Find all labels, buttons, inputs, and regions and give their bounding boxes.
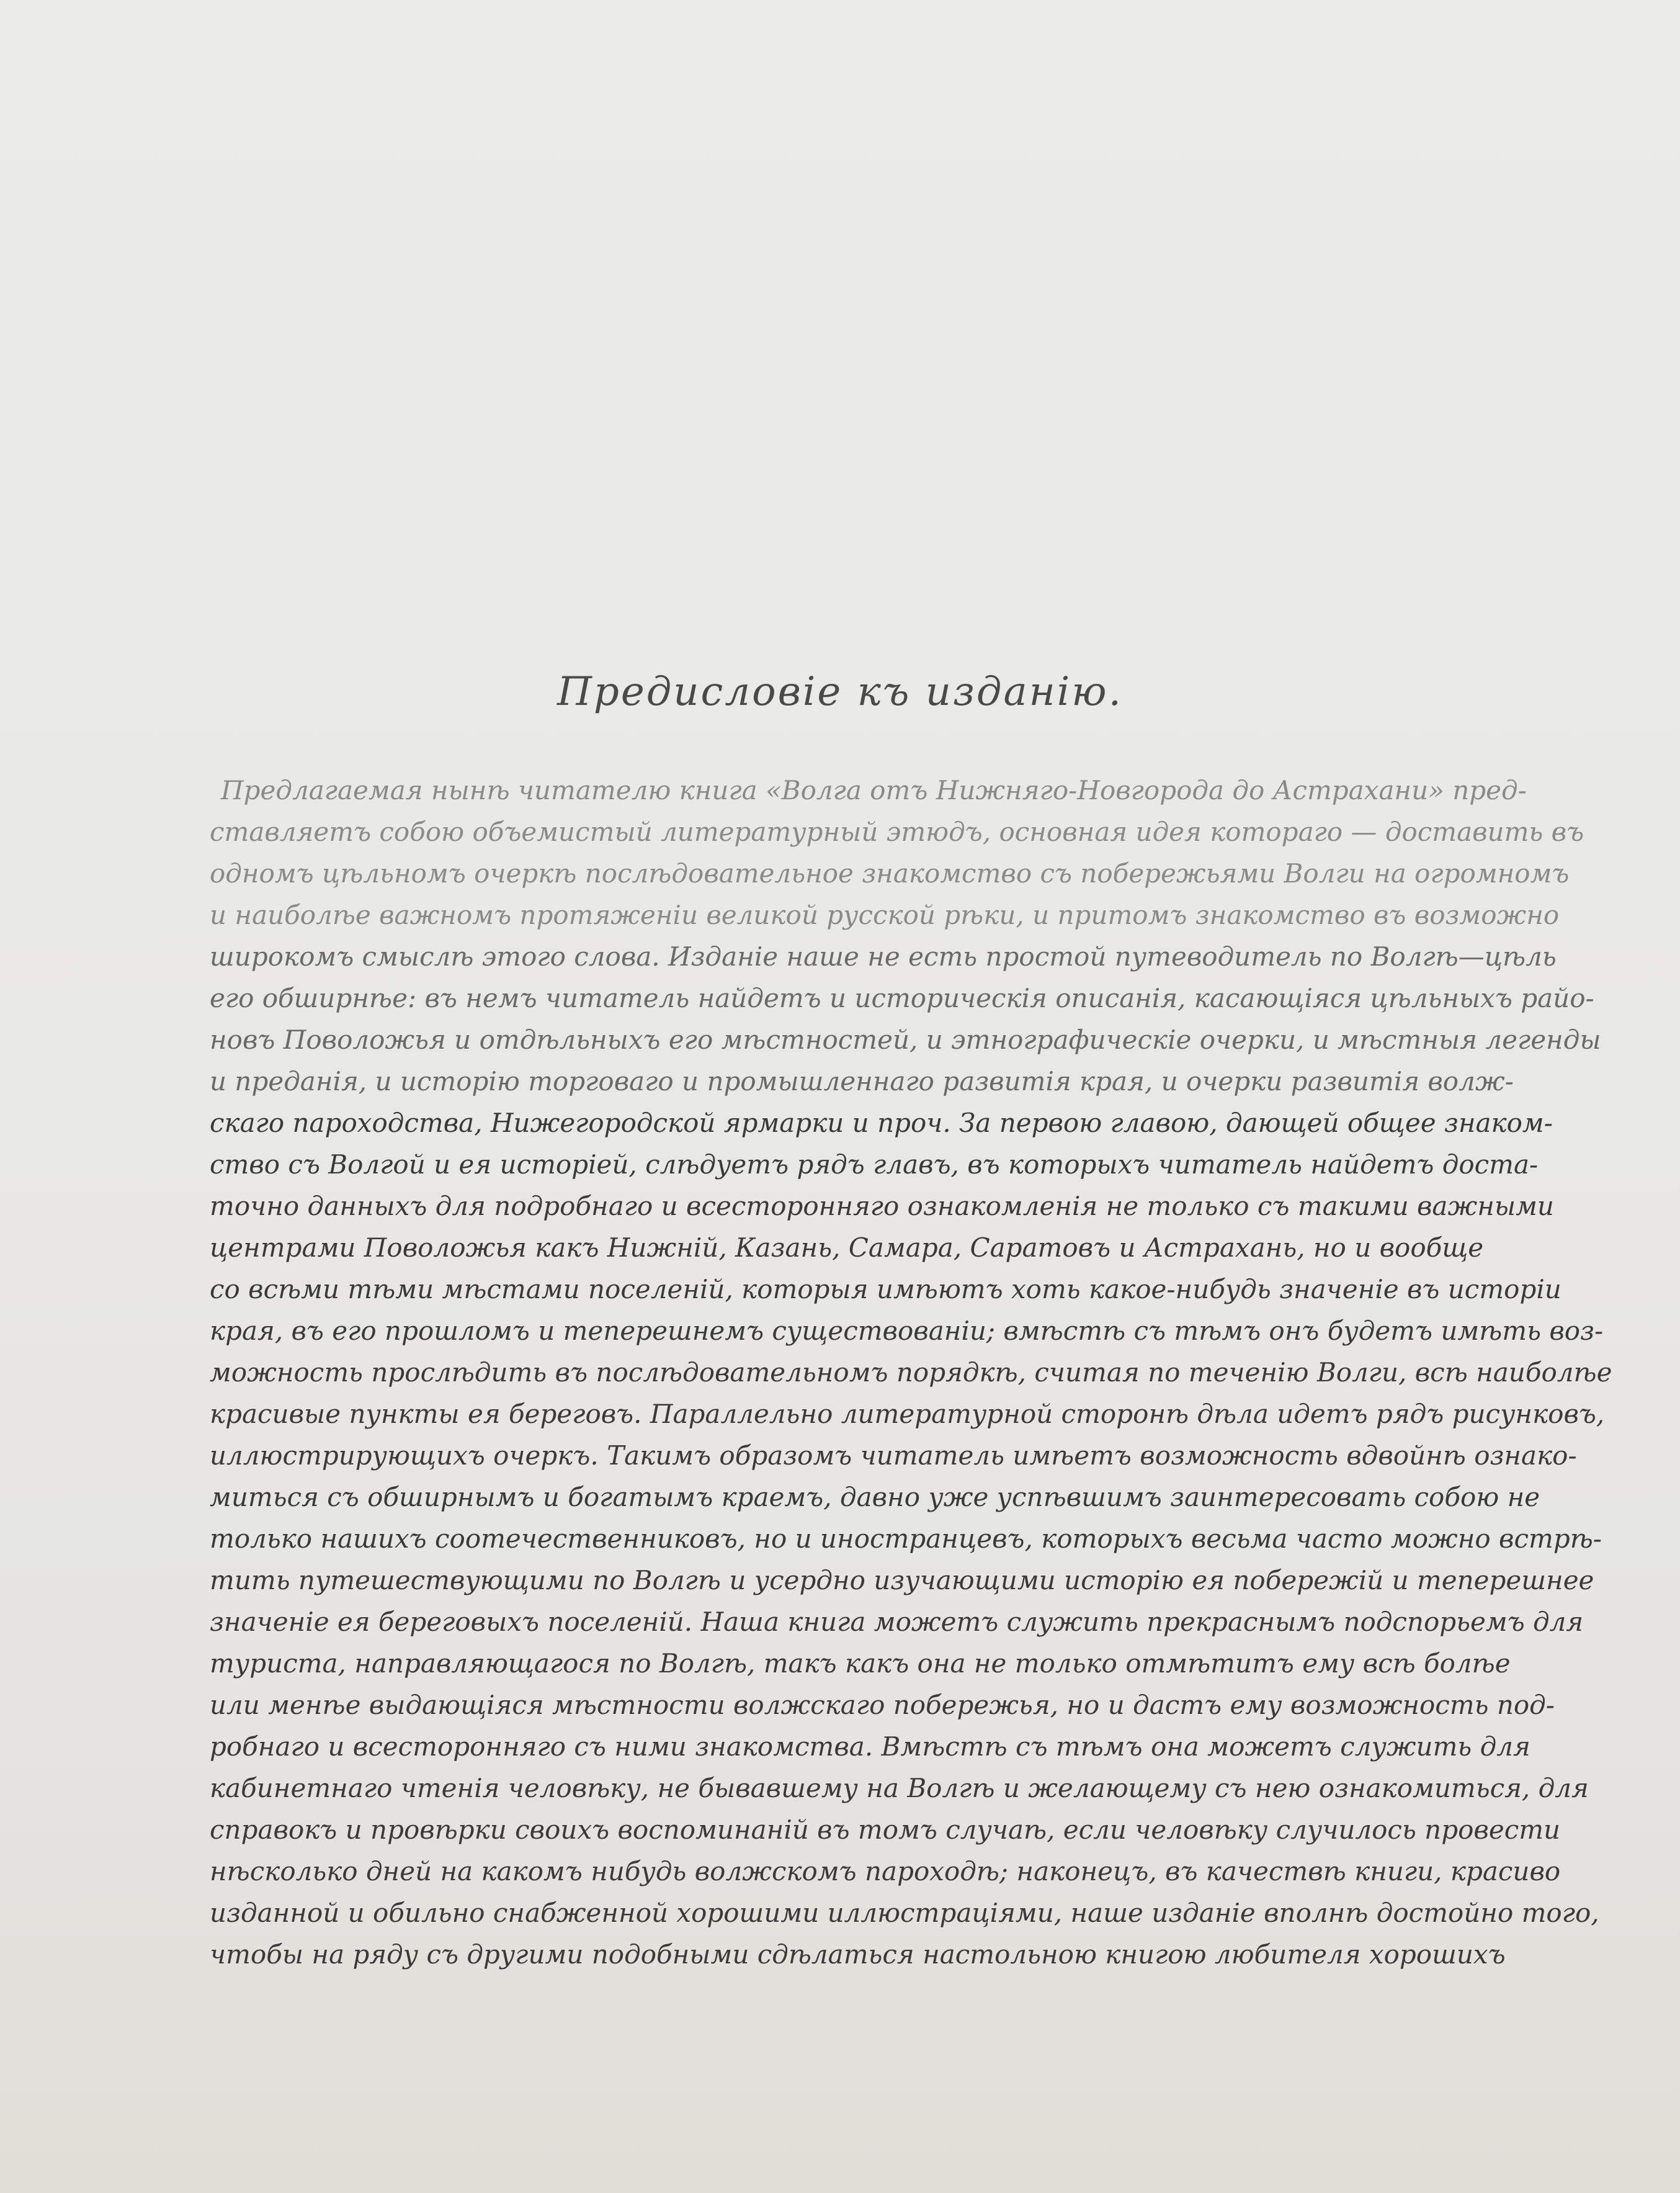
text-line: его обширнѣе: въ немъ читатель найдетъ и историческія описанія, касающіяся цѣльныхъ райо- [210,983,1594,1013]
text-line: и наиболѣе важномъ протяженіи великой русской рѣки, и притомъ знакомство въ возможно [210,900,1560,930]
text-line: иллюстрирующихъ очеркъ. Такимъ образомъ читатель имѣетъ возможность вдвойнѣ ознако- [210,1440,1577,1471]
text-line: Предлагаемая нынѣ читателю книга «Волга отъ Нижняго-Новгорода до Астрахани» пред- [221,775,1527,805]
text-line: скаго пароходства, Нижегородской ярмарки и проч. За первою главою, дающей общее знаком- [210,1108,1553,1138]
text-line: со всѣми тѣми мѣстами поселеній, которыя имѣютъ хоть какое-нибудь значеніе въ исторіи [210,1274,1562,1304]
text-line: чтобы на ряду съ другими подобными сдѣлаться настольною книгою любителя хорошихъ [210,1939,1506,1970]
text-line: миться съ обширнымъ и богатымъ краемъ, давно уже успѣвшимъ заинтересовать собою не [210,1482,1540,1512]
text-line: широкомъ смыслѣ этого слова. Изданіе наше не есть простой путеводитель по Волгѣ—цѣль [210,941,1557,972]
text-line: только нашихъ соотечественниковъ, но и иностранцевъ, которыхъ весьма часто можно встрѣ- [210,1523,1602,1554]
text-line: новъ Поволожья и отдѣльныхъ его мѣстностей, и этнографическіе очерки, и мѣстныя легенды [210,1025,1601,1055]
text-line: справокъ и провѣрки своихъ воспоминаній въ томъ случаѣ, если человѣку случилось провести [210,1814,1561,1845]
text-line: красивые пункты ея береговъ. Параллельно литературной сторонѣ дѣла идетъ рядъ рисунковъ, [210,1399,1605,1429]
text-line: значеніе ея береговыхъ поселеній. Наша книга можетъ служить прекраснымъ подспорьемъ для [210,1607,1584,1637]
text-line: робнаго и всесторонняго съ ними знакомства. Вмѣстѣ съ тѣмъ она можетъ служить для [210,1731,1530,1762]
text-line: ставляетъ собою объемистый литературный этюдъ, основная идея котораго — доставить въ [210,817,1584,847]
text-line: одномъ цѣльномъ очеркѣ послѣдовательное знакомство съ побережьями Волги на огромномъ [210,858,1570,889]
text-line: и преданія, и исторію торговаго и промышленнаго развитія края, и очерки развитія волж- [210,1066,1514,1096]
text-line: изданной и обильно снабженной хорошими иллюстраціями, наше изданіе вполнѣ достойно того, [210,1898,1599,1928]
text-line: края, въ его прошломъ и теперешнемъ существованіи; вмѣстѣ съ тѣмъ онъ будетъ имѣть воз- [210,1316,1604,1346]
text-line: туриста, направляющагося по Волгѣ, такъ какъ она не только отмѣтитъ ему всѣ болѣе [210,1648,1511,1679]
text-line: тить путешествующими по Волгѣ и усердно изучающими исторію ея побережій и теперешнее [210,1565,1594,1595]
text-line: центрами Поволожья какъ Нижній, Казань, Самара, Саратовъ и Астрахань, но и вообще [210,1232,1484,1263]
preface-body [210,769,1612,1975]
text-line: точно данныхъ для подробнаго и всесторонняго ознакомленія не только съ такими важными [210,1191,1554,1221]
text-line: нѣсколько дней на какомъ нибудь волжскомъ пароходѣ; наконецъ, въ качествѣ книги, красиво [210,1856,1561,1886]
text-line: можность прослѣдить въ послѣдовательномъ порядкѣ, считая по теченію Волги, всѣ наиболѣе [210,1357,1612,1388]
text-line: или менѣе выдающіяся мѣстности волжскаго побережья, но и дастъ ему возможность под- [210,1690,1555,1720]
preface-title: Предисловіе къ изданію. [557,669,1123,715]
text-line: ство съ Волгой и ея исторіей, слѣдуетъ рядъ главъ, въ которыхъ читатель найдетъ доста- [210,1149,1539,1180]
text-line: кабинетнаго чтенія человѣку, не бывавшему на Волгѣ и желающему съ нею ознакомиться, для [210,1773,1589,1803]
